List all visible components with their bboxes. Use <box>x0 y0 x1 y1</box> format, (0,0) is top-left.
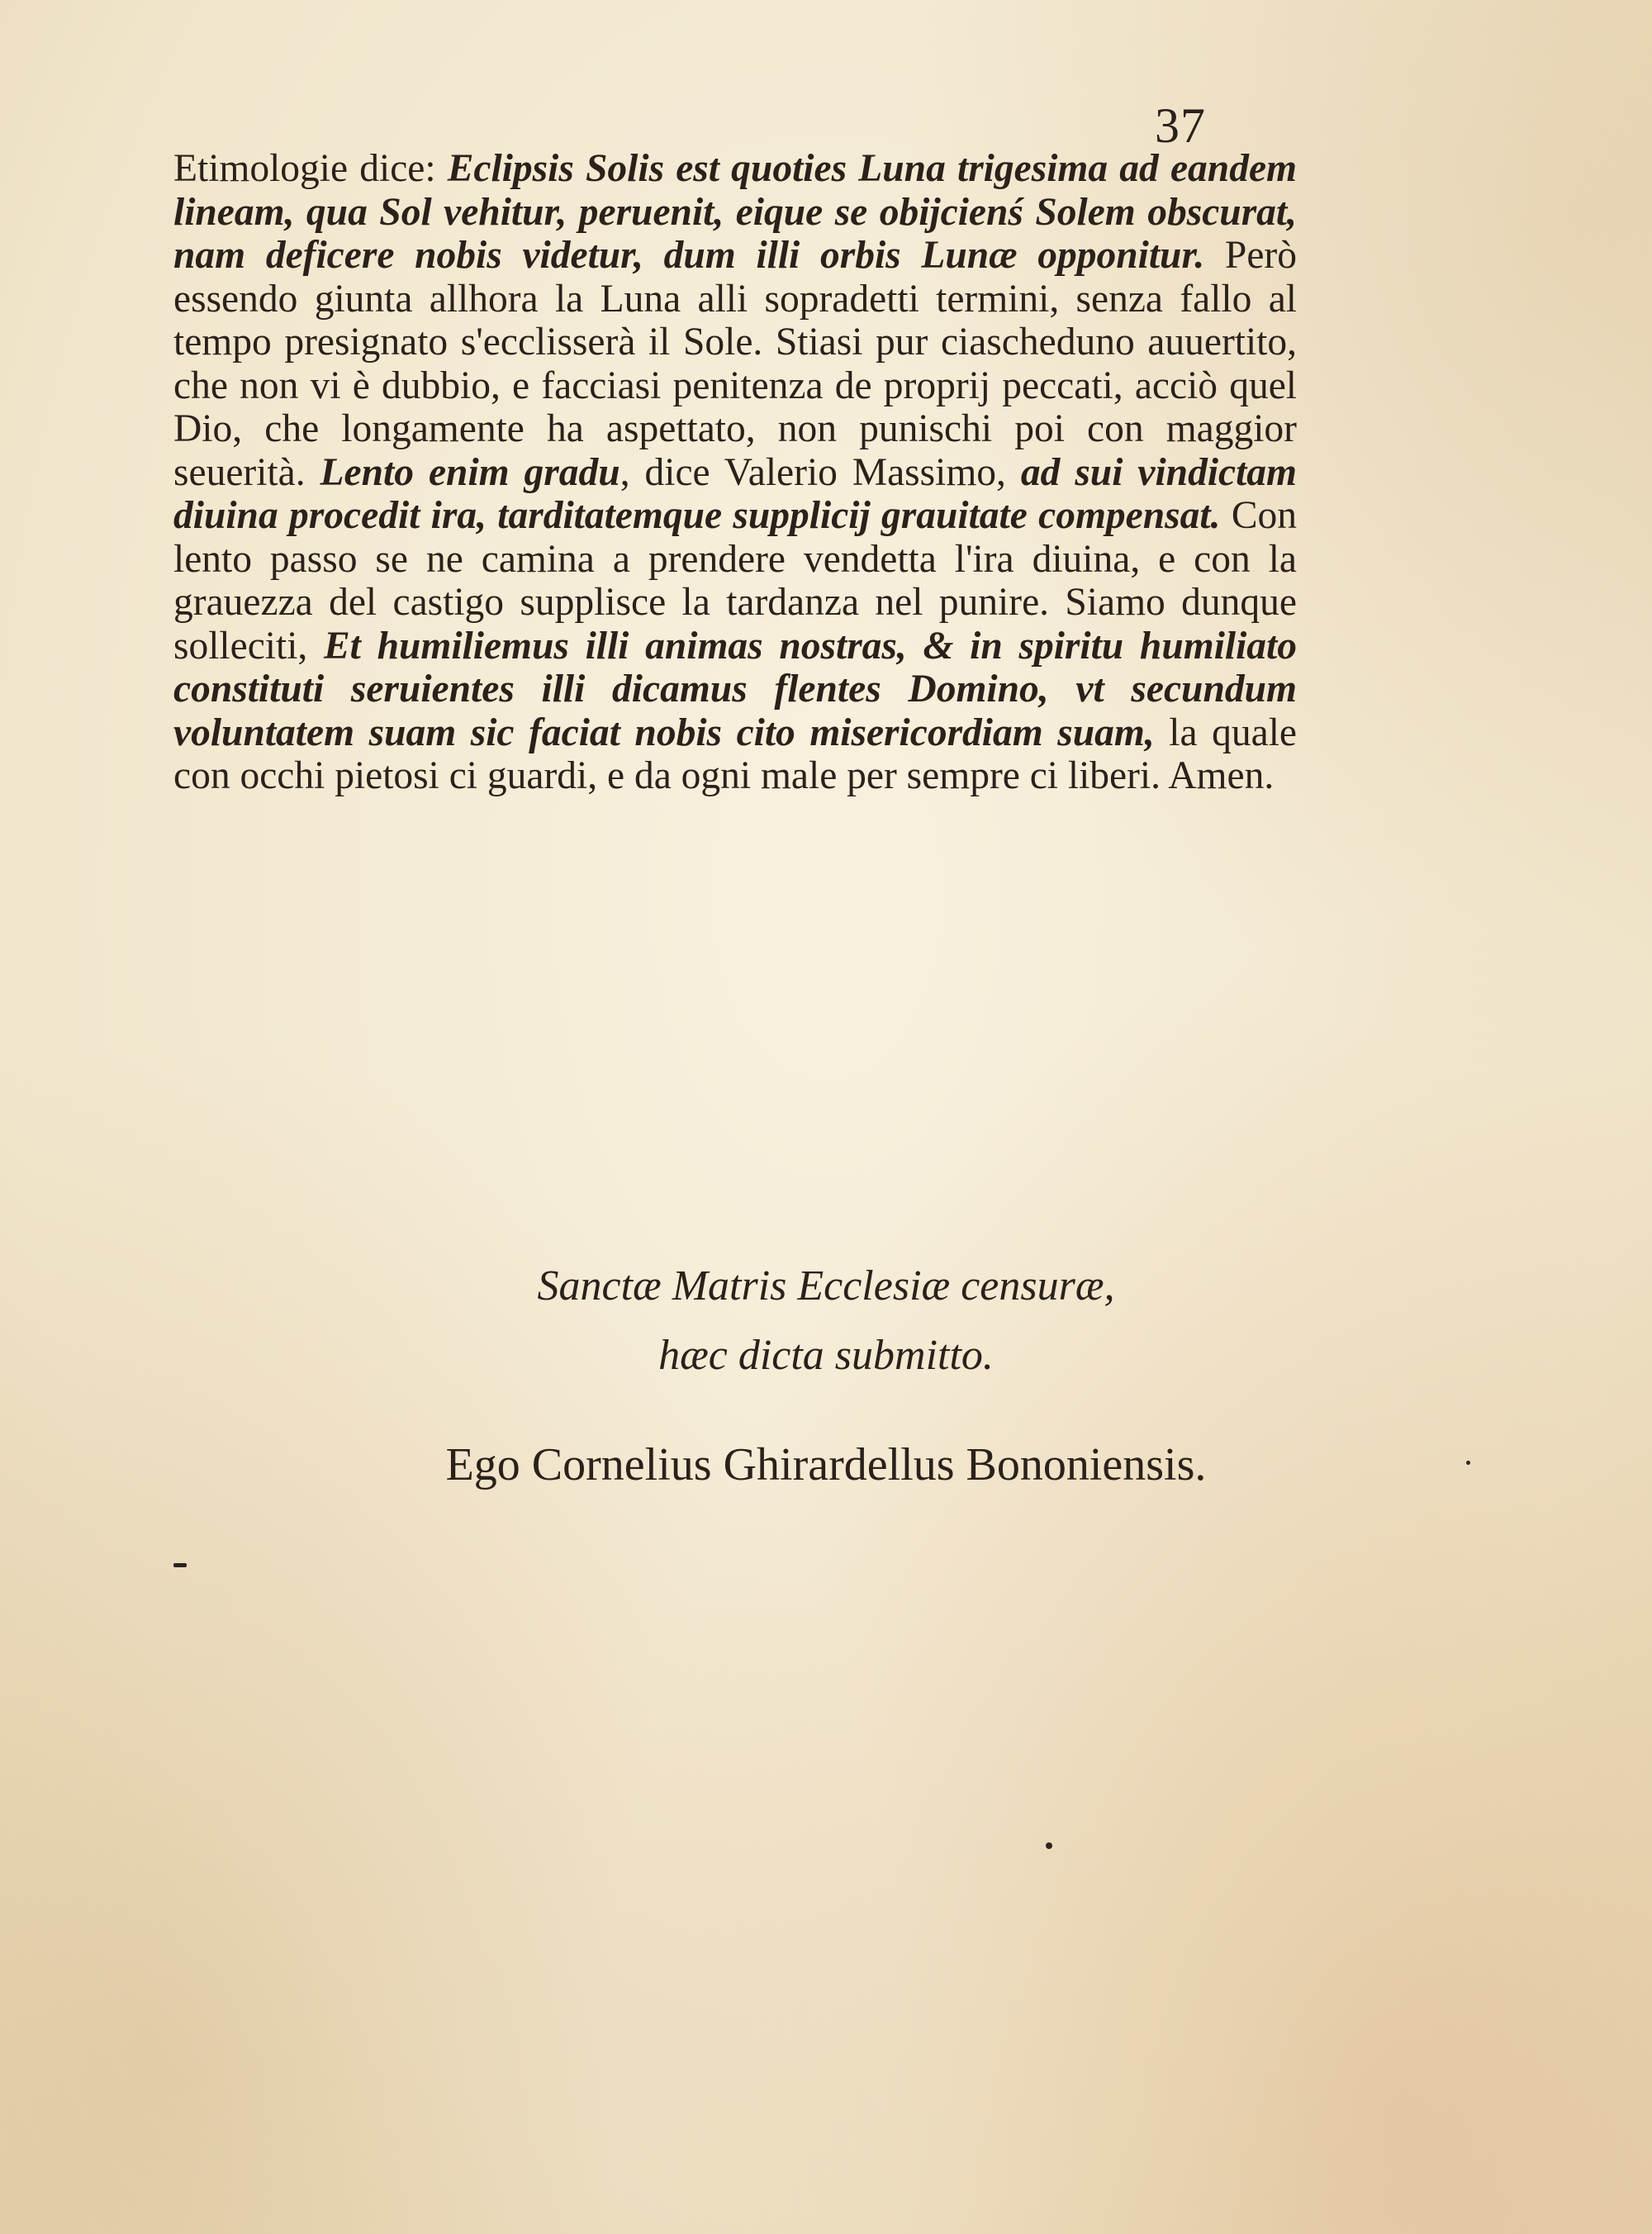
latin-quote: Eclipsis Solis est quoties Luna trigesima ad eandem lineam, qua Sol vehitur, peruenit, eique se obijcienś Solem obscurat, nam deficere nobis videtur, dum illi orbis Lunæ opponitur. <box>173 147 1297 277</box>
body-text-segment: la quale con occhi pietosi ci guardi, e da ogni male per sempre ci liberi. Amen. <box>173 711 1297 797</box>
ink-speck <box>1046 1842 1052 1849</box>
body-paragraph <box>173 147 1297 798</box>
body-text-segment: Però essendo giunta allhora la Luna alli sopradetti termini, senza fallo al tempo presignato s'ecclisserà il Sole. Stiasi pur ciascheduno auuertito, che non vi è dubbio, e facciasi penitenza de proprij peccati, acciò quel Dio, che longamente ha aspettato, non punischi poi con maggior seuerità. <box>173 234 1297 494</box>
signature-line: Ego Cornelius Ghirardellus Bononiensis. <box>445 1439 1207 1490</box>
latin-quote: ad sui vindictam diuina procedit ira, tarditatemque supplicij grauitate compensat. <box>173 450 1297 537</box>
closing-line: hæc dicta submitto. <box>658 1332 994 1379</box>
latin-quote: Et humiliemus illi animas nostras, & in spiritu humiliato constituti seruientes illi dicamus flentes Domino, vt secundum voluntatem suam sic faciat nobis cito misericordiam suam, <box>173 624 1298 754</box>
closing-line: Sanctæ Matris Ecclesiæ censuræ, <box>537 1262 1115 1310</box>
body-text-segment: Etimologie dice: <box>173 147 448 190</box>
latin-quote: Lento enim gradu <box>320 450 620 494</box>
body-text-segment: , dice Valerio Massimo, <box>620 450 1021 494</box>
ink-speck <box>173 1563 187 1567</box>
page-number: 37 <box>1155 98 1206 153</box>
ink-speck <box>1466 1461 1470 1465</box>
closing-formula <box>0 1252 1652 1390</box>
body-text-segment: Con lento passo se ne camina a prendere vendetta l'ira diuina, e con la grauezza del castigo supplisce la tardanza nel punire. Siamo dunque solleciti, <box>173 494 1298 668</box>
